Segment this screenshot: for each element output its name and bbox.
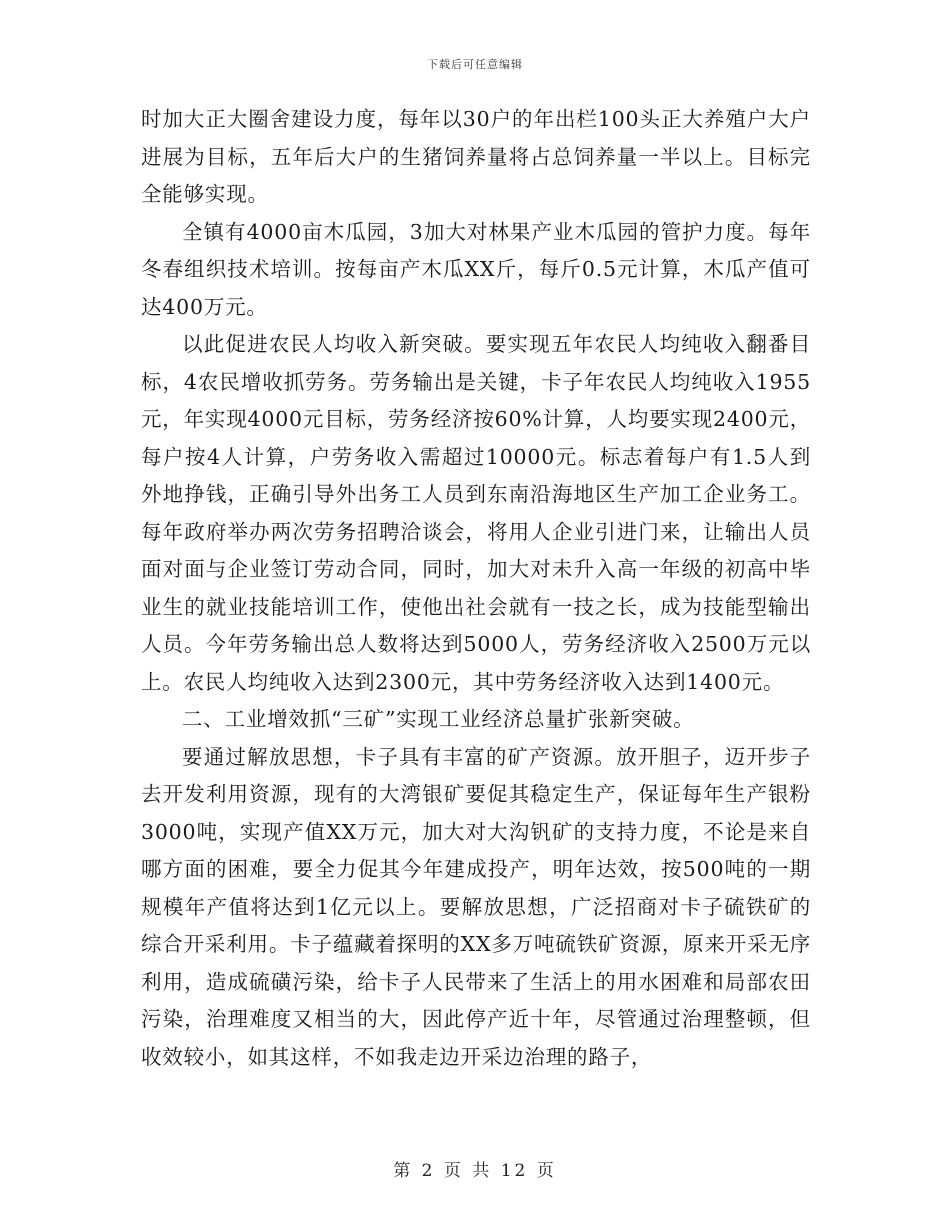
paragraph-3: 以此促进农民人均收入新突破。要实现五年农民人均纯收入翻番目标，4农民增收抓劳务。劳务输出是关键，卡子年农民人均纯收入1955元，年实现4000元目标，劳务经济按60%计算，人均要实现2400元，每户按4人计算，户劳务收入需超过10000元。标志着每户有1.5人到外地挣钱，正确引导外出务工人员到东南沿海地区生产加工企业务工。每年政府举办两次劳务招聘洽谈会，将用人企业引进门来，让输出人员面对面与企业签订劳动合同，同时，加大对未升入高一年级的初高中毕业生的就业技能培训工作，使他出社会就有一技之长，成为技能型输出人员。今年劳务输出总人数将达到5000人，劳务经济收入2500万元以上。农民人均纯收入达到2300元，其中劳务经济收入达到1400元。	[141, 332, 811, 694]
page-footer-number: 第 2 页 共 12 页	[393, 1161, 557, 1181]
page-header-note: 下载后可任意编辑	[427, 58, 523, 71]
paragraph-5: 要通过解放思想，卡子具有丰富的矿产资源。放开胆子，迈开步子去开发利用资源，现有的大湾银矿要促其稳定生产，保证每年生产银粉3000吨，实现产值XX万元，加大对大沟钒矿的支持力度，不论是来自哪方面的困难，要全力促其今年建成投产，明年达效，按500吨的一期规模年产值将达到1亿元以上。要解放思想，广泛招商对卡子硫铁矿的综合开采利用。卡子蕴藏着探明的XX多万吨硫铁矿资源，原来开采无序利用，造成硫磺污染，给卡子人民带来了生活上的用水困难和局部农田污染，治理难度又相当的大，因此停产近十年，尽管通过治理整顿，但收效较小，如其这样，不如我走边开采边治理的路子，	[141, 744, 811, 1069]
paragraph-1: 时加大正大圈舍建设力度，每年以30户的年出栏100头正大养殖户大户进展为目标，五年后大户的生猪饲养量将占总饲养量一半以上。目标完全能够实现。	[141, 107, 811, 206]
section-heading-2: 二、工业增效抓“三矿”实现工业经济总量扩张新突破。	[182, 707, 695, 731]
paragraph-2: 全镇有4000亩木瓜园，3加大对林果产业木瓜园的管护力度。每年冬春组织技术培训。按每亩产木瓜XX斤，每斤0.5元计算，木瓜产值可达400万元。	[141, 219, 811, 319]
document-body	[141, 101, 811, 1076]
